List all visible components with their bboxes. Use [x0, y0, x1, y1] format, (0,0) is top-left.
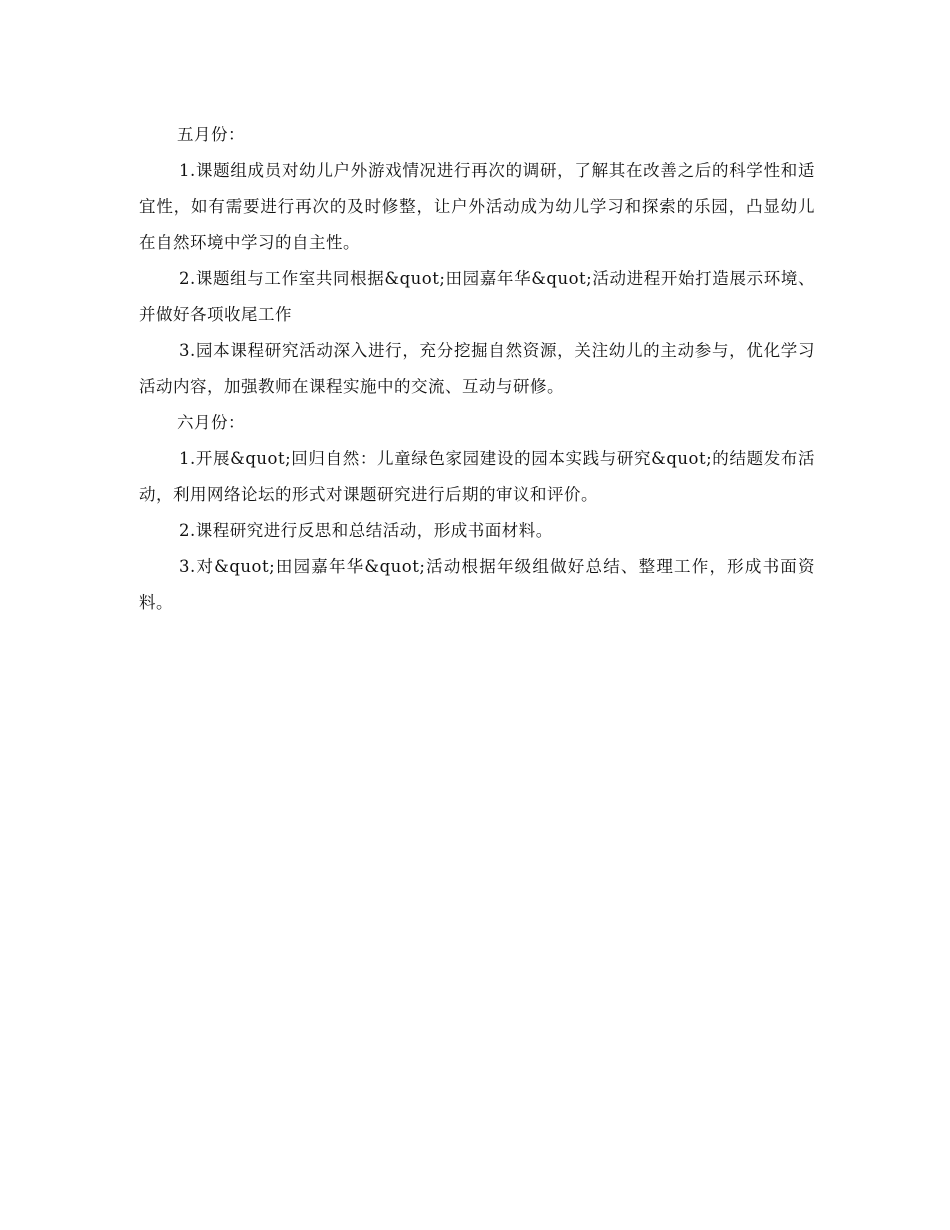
- may-item-2: 2.课题组与工作室共同根据&quot;田园嘉年华&quot;活动进程开始打造展示环境、并做好各项收尾工作: [139, 269, 815, 324]
- section-heading-june: 六月份：: [177, 413, 245, 432]
- section-heading-may: 五月份：: [177, 125, 245, 144]
- document-body: [139, 117, 815, 621]
- june-item-2: 2.课程研究进行反思和总结活动，形成书面材料。: [179, 521, 553, 540]
- may-item-3: 3.园本课程研究活动深入进行，充分挖掘自然资源，关注幼儿的主动参与，优化学习活动内容，加强教师在课程实施中的交流、互动与研修。: [139, 341, 815, 396]
- june-item-1: 1.开展&quot;回归自然：儿童绿色家园建设的园本实践与研究&quot;的结题发布活动，利用网络论坛的形式对课题研究进行后期的审议和评价。: [139, 449, 815, 504]
- may-item-1: 1.课题组成员对幼儿户外游戏情况进行再次的调研，了解其在改善之后的科学性和适宜性，如有需要进行再次的及时修整，让户外活动成为幼儿学习和探索的乐园，凸显幼儿在自然环境中学习的自主性。: [139, 161, 815, 252]
- june-item-3: 3.对&quot;田园嘉年华&quot;活动根据年级组做好总结、整理工作，形成书面资料。: [139, 557, 815, 612]
